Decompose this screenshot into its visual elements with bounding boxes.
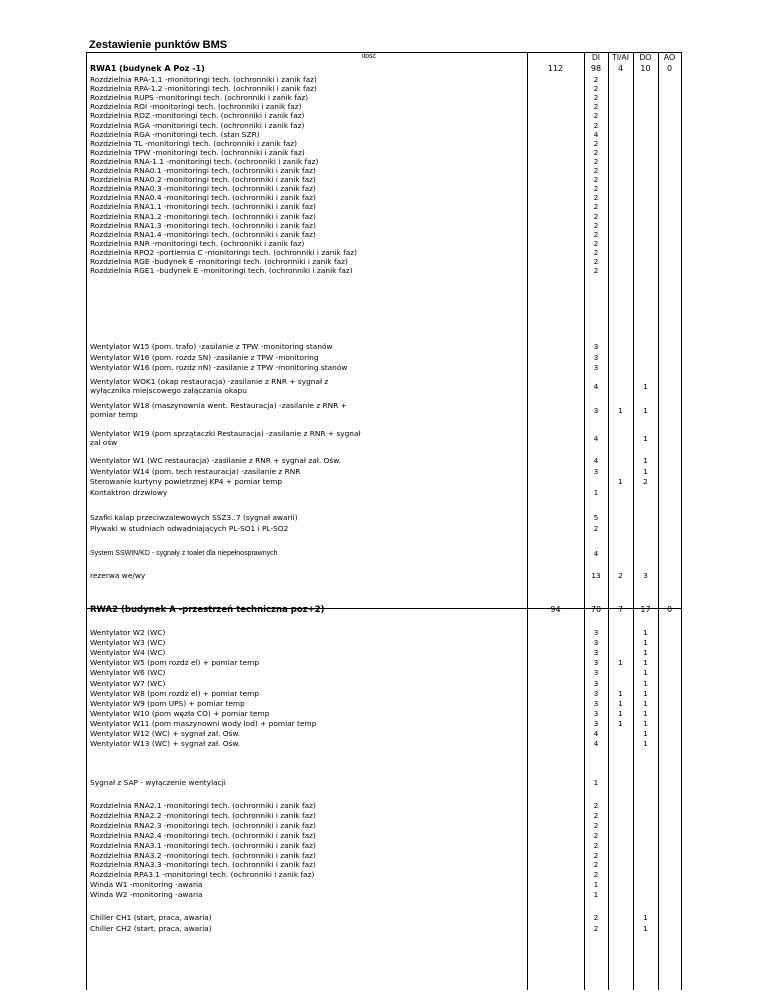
row-label: Wentylator W7 (WC) (90, 678, 166, 688)
value-do: 1 (643, 466, 648, 476)
row-label: Wentylator W15 (pom. trafo) -zasilanie z TPW -monitoring stanów (90, 342, 333, 351)
value-do: 1 (643, 698, 648, 708)
value-do: 1 (643, 382, 648, 391)
value-do: 2 (643, 477, 648, 486)
value-ti: 1 (618, 477, 623, 486)
value-di: 1 (593, 890, 599, 900)
row-label: rezerwa we/wy (90, 571, 146, 580)
row-label: Wentylator W13 (WC) + sygnał zał. Ośw. (90, 739, 241, 749)
value-di: 4 (593, 129, 599, 139)
value-di: 2 (593, 93, 599, 103)
row-label: Wentylator W3 (WC) (90, 638, 166, 648)
value-do: 1 (643, 648, 648, 658)
col-header-ao: AO (663, 53, 676, 62)
value-di: 2 (593, 923, 599, 933)
row-label: Rozdzielnia RPA-1.1 -monitoringi tech. (ochronniki i zanik faz) (90, 75, 317, 84)
value-di: 2 (593, 175, 599, 185)
value-do: 1 (643, 406, 648, 415)
row-label: Rozdzielnia RNA0.3 -monitoringi tech. (ochronniki i zanik faz) (90, 184, 316, 194)
value-ti: 1 (618, 658, 623, 668)
value-di: 3 (593, 708, 599, 718)
row-label: Szafki kalap przeciwzalewowych SSZ3..7 (sygnał awarii) (90, 513, 298, 522)
section-do: 10 (640, 64, 651, 73)
row-label: Wentylator W9 (pom UPS) + pomiar temp (90, 698, 245, 708)
section-di: 70 (590, 605, 602, 614)
value-di: 5 (593, 513, 599, 522)
value-di: 2 (593, 913, 599, 922)
value-di: 2 (593, 247, 599, 257)
row-label: Wentylator W1 (WC restauracja) -zasilanie z RNR + sygnał zał. Ośw. (90, 456, 341, 465)
row-label: Wentylator W14 (pom. tech restauracja) -zasilanie z RNR (90, 466, 301, 476)
value-do: 1 (643, 678, 648, 688)
row-label: Chiller CH1 (start, praca, awaria) (90, 913, 212, 922)
section-title: RWA1 (budynek A Poz -1) (90, 64, 205, 73)
value-di: 2 (593, 850, 599, 860)
row-label: Rozdzielnia RNA3.1 -monitoringi tech. (ochronniki i zanik faz) (90, 840, 316, 850)
row-label: Rozdzielnia RNA3.2 -monitoringi tech. (ochronniki i zanik faz) (90, 850, 316, 860)
col-header-do: DO (639, 53, 652, 62)
section-total: 112 (547, 64, 564, 73)
page-title: Zestawienie punktów BMS (89, 39, 228, 51)
value-di: 2 (593, 523, 599, 533)
value-di: 4 (593, 739, 599, 749)
row-label: Rozdzielnia RGE -budynek E -monitoringi tech. (ochronniki i zanik faz) (90, 257, 348, 266)
value-di: 4 (593, 382, 599, 391)
row-label: Rozdzielnia RNA1.3 -monitoringi tech. (ochronniki i zanik faz) (90, 220, 316, 230)
value-do: 1 (643, 913, 648, 922)
value-di: 2 (593, 156, 599, 166)
section-ao: 0 (666, 64, 673, 73)
value-do: 1 (643, 628, 648, 637)
value-di: 2 (593, 830, 599, 840)
value-do: 1 (643, 739, 648, 749)
row-label: Rozdzielnia RNR -monitoringi tech. (ochronniki i zanik faz) (90, 238, 305, 248)
value-di: 2 (593, 211, 599, 221)
row-label: Chiller CH2 (start, praca, awaria) (90, 923, 212, 933)
value-do: 1 (643, 729, 648, 738)
value-di: 2 (593, 840, 599, 850)
grid-line (86, 52, 87, 990)
value-di: 4 (593, 729, 599, 738)
row-label: Rozdzielnia RGA -monitoringi tech. (stan SZR) (90, 129, 260, 139)
grid-line (633, 52, 634, 990)
bms-table (86, 52, 682, 990)
section-ti: 7 (617, 605, 624, 614)
col-header-ti: TI/AI (612, 53, 629, 62)
value-di: 3 (593, 466, 599, 476)
row-label: Wentylator WOK1 (okap restauracja) -zasilanie z RNR + sygnał z wyłącznika miejscowego załączania okapu (90, 377, 329, 395)
value-di: 2 (593, 202, 599, 212)
value-di: 2 (593, 860, 599, 870)
value-do: 1 (643, 708, 648, 718)
row-label: Rozdzielnia RNA0.1 -monitoringi tech. (ochronniki i zanik faz) (90, 166, 316, 175)
row-label: Rozdzielnia RNA1.4 -monitoringi tech. (ochronniki i zanik faz) (90, 229, 316, 239)
value-ti: 2 (618, 571, 623, 580)
value-di: 3 (593, 363, 599, 372)
row-label: Wentylator W5 (pom rozdz el) + pomiar temp (90, 658, 260, 668)
row-label: Rozdzielnia ROI -monitoringi tech. (ochronniki i zanik faz) (90, 102, 302, 112)
value-di: 2 (593, 184, 599, 194)
row-label: Wentylator W16 (pom. rozdz nN) -zasilanie z TPW -monitoring stanów (90, 363, 348, 372)
value-di: 4 (593, 549, 599, 558)
value-di: 3 (593, 638, 599, 648)
row-label: Winda W1 -monitoring -awaria (90, 880, 203, 890)
value-di: 2 (593, 229, 599, 239)
value-di: 2 (593, 810, 599, 820)
value-di: 3 (593, 678, 599, 688)
section-do: 17 (640, 605, 651, 614)
row-label: Rozdzielnia RNA2.3 -monitoringi tech. (ochronniki i zanik faz) (90, 820, 316, 830)
value-di: 3 (593, 406, 599, 415)
value-di: 3 (593, 342, 599, 351)
value-di: 4 (593, 434, 599, 443)
row-label: Wentylator W4 (WC) (90, 648, 166, 658)
row-label: Rozdzielnia RGA -monitoringi tech. (ochronniki i zanik faz) (90, 120, 305, 130)
value-di: 2 (593, 266, 599, 276)
value-do: 1 (643, 638, 648, 648)
row-label: Rozdzielnia RNA0.2 -monitoringi tech. (ochronniki i zanik faz) (90, 175, 316, 185)
row-label: Rozdzielnia RNA-1.1 -monitoringi tech. (ochronniki i zanik faz) (90, 156, 319, 166)
grid-line (681, 52, 682, 990)
row-label: Wentylator W12 (WC) + sygnał zał. Ośw. (90, 729, 241, 738)
value-di: 2 (593, 147, 599, 157)
row-label: Wentylator W18 (maszynownia went. Restauracja) -zasilanie z RNR + pomiar temp (90, 401, 347, 419)
value-di: 2 (593, 870, 599, 880)
value-ti: 1 (618, 718, 623, 728)
row-label: Rozdzielnia RNA0.4 -monitoringi tech. (ochronniki i zanik faz) (90, 193, 316, 203)
value-di: 2 (593, 84, 599, 94)
value-di: 2 (593, 220, 599, 230)
value-di: 1 (593, 487, 599, 497)
row-label: Rozdzielnia TL -monitoringi tech. (ochronniki i zanik faz) (90, 138, 298, 148)
value-di: 3 (593, 658, 599, 668)
value-di: 2 (593, 75, 599, 84)
row-label: System SSWIN/KD - sygnały z toalet dla niepełnosprawnych (90, 550, 278, 557)
section-ao: 0 (666, 605, 673, 614)
value-ti: 1 (618, 698, 623, 708)
value-di: 13 (591, 571, 601, 580)
value-di: 2 (593, 120, 599, 130)
row-label: Rozdzielnia RNA1.2 -monitoringi tech. (ochronniki i zanik faz) (90, 211, 316, 221)
row-label: Rozdzielnia RPA-1.2 -monitoringi tech. (ochronniki i zanik faz) (90, 84, 317, 94)
row-label: Rozdzielnia RNA2.4 -monitoringi tech. (ochronniki i zanik faz) (90, 830, 316, 840)
value-di: 3 (593, 698, 599, 708)
section-title: RWA2 (budynek A -przestrzeń techniczna poz+2) (90, 605, 325, 615)
value-di: 1 (593, 778, 599, 787)
value-di: 2 (593, 102, 599, 112)
value-do: 1 (643, 658, 648, 668)
row-label: Rozdzielnia TPW -monitoringi tech. (ochronniki i zanik faz) (90, 147, 305, 157)
value-ti: 1 (618, 688, 623, 698)
value-di: 3 (593, 718, 599, 728)
value-do: 1 (643, 718, 648, 728)
row-label: Rozdzielnia RUPS -monitoringi tech. (ochronniki i zanik faz) (90, 93, 309, 103)
row-label: Rozdzielnia RNA2.1 -monitoringi tech. (ochronniki i zanik faz) (90, 801, 316, 810)
row-label: Winda W2 -monitoring -awaria (90, 890, 203, 900)
value-ti: 1 (618, 406, 623, 415)
value-di: 1 (593, 880, 599, 890)
value-di: 3 (593, 668, 599, 678)
value-do: 1 (643, 668, 648, 678)
value-di: 2 (593, 238, 599, 248)
row-label: Pływaki w studniach odwadniających PL-SO1 i PL-SO2 (90, 523, 289, 533)
value-di: 3 (593, 648, 599, 658)
row-label: Sterowanie kurtyny powietrznej KP4 + pomiar temp (90, 477, 283, 486)
value-di: 3 (593, 688, 599, 698)
row-label: Kontaktron drzwiowy (90, 487, 168, 497)
row-label: Rozdzielnia RPO2 -portiernia C -monitoringi tech. (ochronniki i zanik faz) (90, 247, 357, 257)
row-label: Wentylator W8 (pom rozdz el) + pomiar temp (90, 688, 260, 698)
row-label: Wentylator W16 (pom. rozdz SN) -zasilanie z TPW -monitoring (90, 352, 319, 362)
value-do: 3 (643, 571, 648, 580)
row-label: Wentylator W6 (WC) (90, 668, 166, 678)
section-di: 98 (590, 64, 602, 73)
grid-line (608, 52, 609, 990)
section-total: 94 (550, 605, 561, 614)
value-do: 1 (643, 923, 648, 933)
row-label: Rozdzielnia RNA1.1 -monitoringi tech. (ochronniki i zanik faz) (90, 202, 316, 212)
value-di: 2 (593, 111, 599, 121)
row-label: Rozdzielnia ROZ -monitoringi tech. (ochronniki i zanik faz) (90, 111, 305, 121)
row-label: Rozdzielnia RGE1 -budynek E -monitoringi tech. (ochronniki i zanik faz) (90, 266, 353, 276)
value-do: 1 (643, 434, 648, 443)
value-di: 3 (593, 352, 599, 362)
value-ti: 1 (618, 708, 623, 718)
grid-line (527, 52, 528, 990)
row-label: Rozdzielnia RNA3.3 -monitoringi tech. (ochronniki i zanik faz) (90, 860, 316, 870)
row-label: Rozdzielnia RPA3.1 -monitoringi tech. (ochronniki i zanik faz) (90, 870, 315, 880)
row-label: Wentylator W11 (pom maszynowni wody lod) + pomiar temp (90, 718, 317, 728)
value-di: 3 (593, 628, 599, 637)
row-label: Wentylator W19 (pom sprzątaczki Restauracja) -zasilanie z RNR + sygnał zal ośw (90, 429, 361, 447)
value-di: 2 (593, 257, 599, 266)
value-di: 2 (593, 193, 599, 203)
value-di: 2 (593, 166, 599, 175)
row-label: Wentylator W2 (WC) (90, 628, 166, 637)
grid-line (658, 52, 659, 990)
value-di: 2 (593, 820, 599, 830)
row-label: Wentylator W10 (pom węzła CO) + pomiar temp (90, 708, 270, 718)
row-label: Sygnał z SAP - wyłączenie wentylacji (90, 778, 226, 787)
col-header-di: DI (592, 53, 600, 62)
value-di: 4 (593, 456, 599, 465)
value-do: 1 (643, 456, 648, 465)
row-label: Rozdzielnia RNA2.2 -monitoringi tech. (ochronniki i zanik faz) (90, 810, 316, 820)
section-ti: 4 (617, 64, 624, 73)
ilosc-header: ilość (362, 53, 377, 60)
value-di: 2 (593, 801, 599, 810)
value-di: 2 (593, 138, 599, 148)
value-do: 1 (643, 688, 648, 698)
